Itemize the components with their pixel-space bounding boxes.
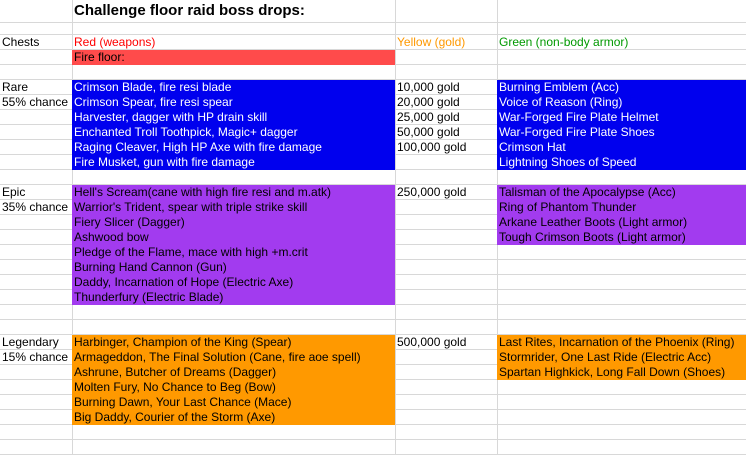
- sheet-row: [0, 320, 746, 335]
- legendary-row: [0, 335, 746, 350]
- epic-red-item[interactable]: Thunderfury (Electric Blade): [72, 290, 395, 305]
- fire-floor-cell[interactable]: Fire floor:: [72, 50, 395, 65]
- rare-green-item[interactable]: Crimson Hat: [497, 140, 746, 155]
- rare-green-item[interactable]: War-Forged Fire Plate Shoes: [497, 125, 746, 140]
- epic-row: [0, 275, 746, 290]
- legendary-row: [0, 395, 746, 410]
- rare-row: [0, 95, 746, 110]
- legendary-row: [0, 350, 746, 365]
- epic-red-item[interactable]: Fiery Slicer (Dagger): [72, 215, 395, 230]
- rare-green-item[interactable]: Lightning Shoes of Speed: [497, 155, 746, 170]
- header-red-weapons[interactable]: Red (weapons): [74, 35, 156, 49]
- rare-red-item[interactable]: Fire Musket, gun with fire damage: [72, 155, 395, 170]
- epic-green-item[interactable]: Tough Crimson Boots (Light armor): [497, 230, 746, 245]
- legendary-green-item[interactable]: Spartan Highkick, Long Fall Down (Shoes): [497, 365, 746, 380]
- legendary-red-item[interactable]: Harbinger, Champion of the King (Spear): [72, 335, 395, 350]
- rare-row: [0, 80, 746, 95]
- rare-red-item[interactable]: Harvester, dagger with HP drain skill: [72, 110, 395, 125]
- legendary-row: [0, 380, 746, 395]
- sheet-row: [0, 0, 746, 23]
- rare-red-item[interactable]: Crimson Blade, fire resi blade: [72, 80, 395, 95]
- header-chests[interactable]: Chests: [2, 35, 40, 49]
- sheet-title[interactable]: Challenge floor raid boss drops:: [74, 2, 305, 19]
- sheet-row: [0, 65, 746, 80]
- sheet-row: [0, 23, 746, 35]
- legendary-label[interactable]: Legendary: [2, 335, 59, 349]
- legendary-gold-item[interactable]: 500,000 gold: [397, 335, 467, 349]
- legendary-red-item[interactable]: Ashrune, Butcher of Dreams (Dagger): [72, 365, 395, 380]
- legendary-red-item[interactable]: Molten Fury, No Chance to Beg (Bow): [72, 380, 395, 395]
- epic-row: [0, 200, 746, 215]
- epic-row: [0, 290, 746, 305]
- rare-red-item[interactable]: Raging Cleaver, High HP Axe with fire damage: [72, 140, 395, 155]
- legendary-red-item[interactable]: Burning Dawn, Your Last Chance (Mace): [72, 395, 395, 410]
- epic-red-item[interactable]: Burning Hand Cannon (Gun): [72, 260, 395, 275]
- epic-label[interactable]: Epic: [2, 185, 26, 199]
- header-green-armor[interactable]: Green (non-body armor): [499, 35, 629, 49]
- rare-chance[interactable]: 55% chance: [2, 95, 69, 109]
- rare-row: [0, 125, 746, 140]
- epic-gold-item[interactable]: 250,000 gold: [397, 185, 467, 199]
- rare-row: [0, 110, 746, 125]
- rare-gold-item[interactable]: 20,000 gold: [397, 95, 460, 109]
- epic-row: [0, 215, 746, 230]
- rare-gold-item[interactable]: 100,000 gold: [397, 140, 467, 154]
- epic-red-item[interactable]: Daddy, Incarnation of Hope (Electric Axe): [72, 275, 395, 290]
- rare-gold-item[interactable]: 10,000 gold: [397, 80, 460, 94]
- sheet-row: [0, 305, 746, 320]
- fire-floor-row: [0, 50, 746, 65]
- sheet-row: [0, 425, 746, 440]
- legendary-green-item[interactable]: Stormrider, One Last Ride (Electric Acc): [497, 350, 746, 365]
- epic-green-item[interactable]: Talisman of the Apocalypse (Acc): [497, 185, 746, 200]
- epic-row: [0, 245, 746, 260]
- header-row: [0, 35, 746, 50]
- rare-red-item[interactable]: Crimson Spear, fire resi spear: [72, 95, 395, 110]
- rare-label[interactable]: Rare: [2, 80, 29, 94]
- epic-row: [0, 230, 746, 245]
- epic-row: [0, 185, 746, 200]
- epic-row: [0, 260, 746, 275]
- epic-chance[interactable]: 35% chance: [2, 200, 69, 214]
- rare-green-item[interactable]: War-Forged Fire Plate Helmet: [497, 110, 746, 125]
- rare-gold-item[interactable]: 25,000 gold: [397, 110, 460, 124]
- rare-row: [0, 140, 746, 155]
- header-yellow-gold[interactable]: Yellow (gold): [397, 35, 466, 49]
- legendary-row: [0, 410, 746, 425]
- epic-red-item[interactable]: Hell's Scream(cane with high fire resi and m.atk): [72, 185, 395, 200]
- rare-red-item[interactable]: Enchanted Troll Toothpick, Magic+ dagger: [72, 125, 395, 140]
- legendary-row: [0, 365, 746, 380]
- rare-gold-item[interactable]: 50,000 gold: [397, 125, 460, 139]
- legendary-red-item[interactable]: Armageddon, The Final Solution (Cane, fire aoe spell): [72, 350, 395, 365]
- epic-green-item[interactable]: Ring of Phantom Thunder: [497, 200, 746, 215]
- epic-red-item[interactable]: Warrior's Trident, spear with triple strike skill: [72, 200, 395, 215]
- rare-green-item[interactable]: Burning Emblem (Acc): [497, 80, 746, 95]
- epic-red-item[interactable]: Pledge of the Flame, mace with high +m.crit: [72, 245, 395, 260]
- epic-green-item[interactable]: Arkane Leather Boots (Light armor): [497, 215, 746, 230]
- rare-green-item[interactable]: Voice of Reason (Ring): [497, 95, 746, 110]
- legendary-red-item[interactable]: Big Daddy, Courier of the Storm (Axe): [72, 410, 395, 425]
- sheet-row: [0, 440, 746, 455]
- rare-row: [0, 155, 746, 170]
- sheet-row: [0, 170, 746, 185]
- epic-red-item[interactable]: Ashwood bow: [72, 230, 395, 245]
- legendary-green-item[interactable]: Last Rites, Incarnation of the Phoenix (Ring): [497, 335, 746, 350]
- legendary-chance[interactable]: 15% chance: [2, 350, 69, 364]
